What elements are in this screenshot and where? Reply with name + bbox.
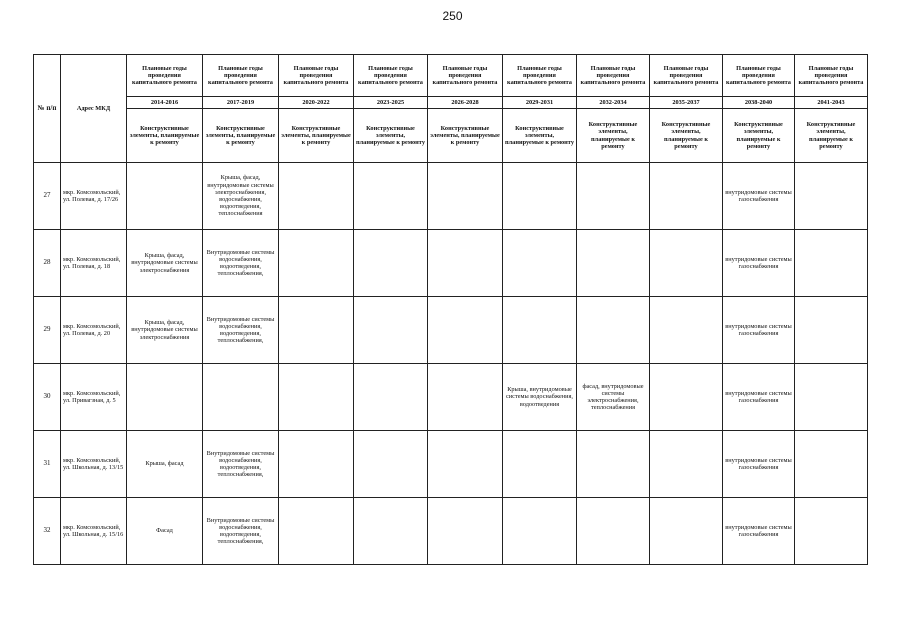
repair-cell [650,163,723,230]
period-subheader: Конструктивные элементы, планируемые к ремонту [428,109,503,163]
repair-cell [279,297,354,364]
repair-cell [428,498,503,565]
repair-cell [428,163,503,230]
repair-cell: Крыша, фасад, внутридомовые системы электроснабжения [127,230,203,297]
period-subheader: Конструктивные элементы, планируемые к ремонту [127,109,203,163]
period-years: 2014-2016 [127,97,203,109]
repair-cell: внутридомовые системы газоснабжения [723,297,795,364]
repair-cell [503,431,577,498]
header-num: № п/п [34,55,61,163]
repair-cell [428,230,503,297]
repair-cell [354,297,428,364]
repair-cell: внутридомовые системы газоснабжения [723,498,795,565]
repair-cell [650,364,723,431]
repair-cell [279,498,354,565]
period-subheader: Конструктивные элементы, планируемые к ремонту [503,109,577,163]
row-number: 32 [34,498,61,565]
table-body [34,163,868,565]
repair-cell [795,364,868,431]
row-number: 30 [34,364,61,431]
repair-cell: фасад, внутридомовые системы электроснабжения, теплоснабжения [577,364,650,431]
repair-cell [428,297,503,364]
repair-cell: Внутридомовые системы водоснабжения, водоотведения, теплоснабжения, [203,498,279,565]
repair-cell [503,163,577,230]
row-address: мкр. Комсомольский, ул. Привагзная, д. 5 [61,364,127,431]
table-row [34,230,868,297]
repair-cell [279,364,354,431]
repair-cell: Крыша, фасад [127,431,203,498]
repair-cell [354,364,428,431]
repair-cell [354,230,428,297]
header-address: Адрес МКД [61,55,127,163]
repair-cell: Фасад [127,498,203,565]
row-address: мкр. Комсомольский, ул. Школьная, д. 15/16 [61,498,127,565]
period-years: 2038-2040 [723,97,795,109]
period-subheader: Конструктивные элементы, планируемые к ремонту [354,109,428,163]
repair-cell [503,498,577,565]
repair-cell [795,431,868,498]
period-subheader: Конструктивные элементы, планируемые к ремонту [577,109,650,163]
repair-cell [577,230,650,297]
table-row [34,364,868,431]
repair-cell [577,431,650,498]
repair-cell [428,431,503,498]
repair-cell [279,230,354,297]
period-title: Плановые годы проведения капитального ремонта [127,55,203,97]
repair-cell [354,163,428,230]
repair-cell [127,163,203,230]
period-years: 2041-2043 [795,97,868,109]
period-years: 2029-2031 [503,97,577,109]
table-row [34,163,868,230]
repair-cell [279,163,354,230]
repair-cell [650,498,723,565]
period-years: 2017-2019 [203,97,279,109]
repair-cell [795,163,868,230]
repair-cell [577,498,650,565]
repair-cell [795,498,868,565]
repair-cell [503,297,577,364]
period-years: 2020-2022 [279,97,354,109]
period-subheader: Конструктивные элементы, планируемые к ремонту [279,109,354,163]
table-row [34,498,868,565]
period-years: 2023-2025 [354,97,428,109]
row-address: мкр. Комсомольский, ул. Полевая, д. 20 [61,297,127,364]
period-years: 2032-2034 [577,97,650,109]
repair-cell: Внутридомовые системы водоснабжения, водоотведения, теплоснабжения, [203,297,279,364]
repair-cell: Крыша, внутридомовые системы водоснабжения, водоотведения [503,364,577,431]
period-title: Плановые годы проведения капитального ремонта [577,55,650,97]
repair-cell: Внутридомовые системы водоснабжения, водоотведения, теплоснабжения, [203,230,279,297]
period-subheader: Конструктивные элементы, планируемые к ремонту [203,109,279,163]
header-sub-row [34,109,868,163]
repair-cell [650,230,723,297]
repair-cell [354,498,428,565]
repair-cell: Внутридомовые системы водоснабжения, водоотведения, теплоснабжения, [203,431,279,498]
row-number: 29 [34,297,61,364]
header-years-row [34,97,868,109]
period-title: Плановые годы проведения капитального ремонта [203,55,279,97]
repair-cell [650,431,723,498]
period-subheader: Конструктивные элементы, планируемые к ремонту [650,109,723,163]
repair-cell: Крыша, фасад, внутридомовые системы электроснабжения, водоснабжения, водоотведения, теплоснабжения [203,163,279,230]
repair-cell [354,431,428,498]
row-number: 27 [34,163,61,230]
row-address: мкр. Комсомольский, ул. Полевая, д. 18 [61,230,127,297]
period-title: Плановые годы проведения капитального ремонта [428,55,503,97]
row-address: мкр. Комсомольский, ул. Полевая, д. 17/26 [61,163,127,230]
period-years: 2035-2037 [650,97,723,109]
period-subheader: Конструктивные элементы, планируемые к ремонту [723,109,795,163]
capital-repair-plan-table [33,54,868,565]
repair-cell [795,297,868,364]
repair-cell [428,364,503,431]
page-number: 250 [442,9,463,23]
period-title: Плановые годы проведения капитального ремонта [650,55,723,97]
period-title: Плановые годы проведения капитального ремонта [279,55,354,97]
period-years: 2026-2028 [428,97,503,109]
repair-cell: внутридомовые системы газоснабжения [723,163,795,230]
period-title: Плановые годы проведения капитального ремонта [354,55,428,97]
period-title: Плановые годы проведения капитального ремонта [723,55,795,97]
repair-cell: внутридомовые системы газоснабжения [723,230,795,297]
repair-cell: внутридомовые системы газоснабжения [723,431,795,498]
table-row [34,297,868,364]
repair-cell [577,297,650,364]
repair-cell [203,364,279,431]
repair-cell: Крыша, фасад, внутридомовые системы электроснабжения [127,297,203,364]
period-title: Плановые годы проведения капитального ремонта [795,55,868,97]
repair-cell [650,297,723,364]
row-number: 31 [34,431,61,498]
repair-cell [279,431,354,498]
period-title: Плановые годы проведения капитального ремонта [503,55,577,97]
row-number: 28 [34,230,61,297]
row-address: мкр. Комсомольский, ул. Школьная, д. 13/15 [61,431,127,498]
table-row [34,431,868,498]
repair-cell: внутридомовые системы газоснабжения [723,364,795,431]
repair-cell [795,230,868,297]
repair-cell [503,230,577,297]
repair-cell [127,364,203,431]
period-subheader: Конструктивные элементы, планируемые к ремонту [795,109,868,163]
repair-cell [577,163,650,230]
header-title-row [34,55,868,97]
